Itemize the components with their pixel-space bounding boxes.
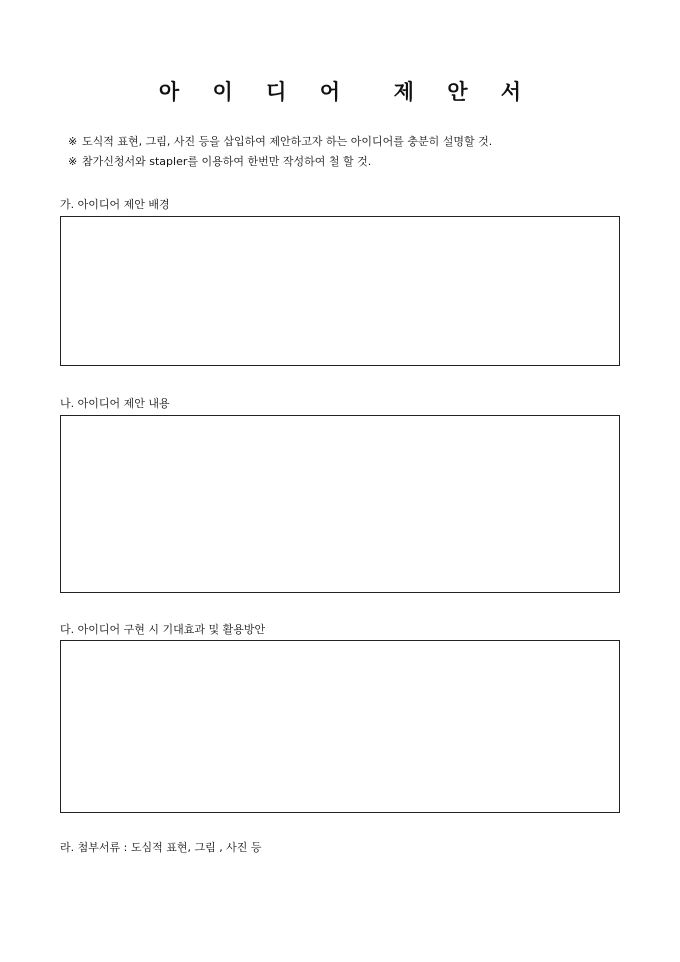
instruction-text: 참가신청서와 stapler를 이용하여 한번만 작성하여 철 할 것. [82,155,372,168]
content-input-box[interactable] [60,415,620,593]
instruction-item [68,132,492,152]
reference-mark-icon: ※ [68,135,78,148]
section-label-content: 나. 아이디어 제안 내용 [60,397,170,410]
background-input-box[interactable] [60,216,620,366]
instruction-list [68,132,492,172]
effects-input-box[interactable] [60,640,620,813]
attachments-label: 라. 첨부서류 : 도심적 표현, 그림 , 사진 등 [60,841,262,854]
section-label-effects: 다. 아이디어 구현 시 기대효과 및 활용방안 [60,623,266,636]
instruction-item [68,152,492,172]
section-label-background: 가. 아이디어 제안 배경 [60,198,170,211]
instruction-text: 도식적 표현, 그림, 사진 등을 삽입하여 제안하고자 하는 아이디어를 충분히 설명할 것. [82,135,493,148]
document-title: 아 이 디 어 제 안 서 [158,79,535,104]
reference-mark-icon: ※ [68,155,78,168]
